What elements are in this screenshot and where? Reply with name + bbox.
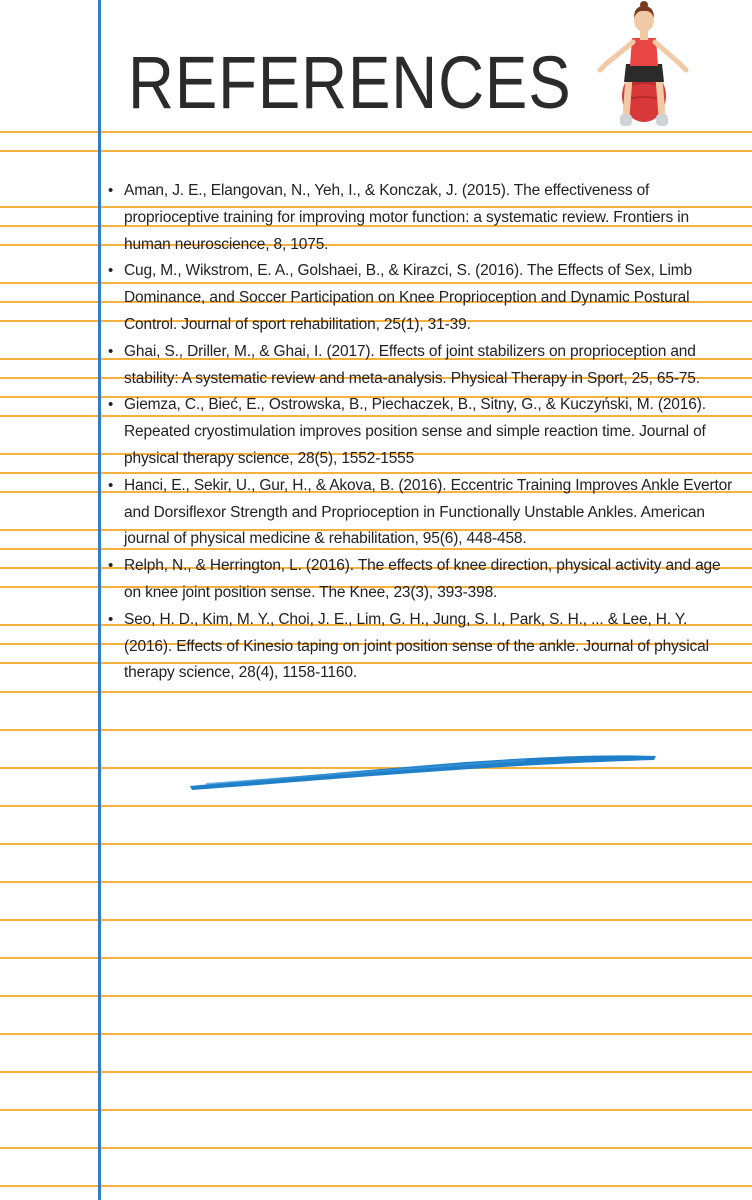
reference-item: • Ghai, S., Driller, M., & Ghai, I. (2017). Effects of joint stabilizers on proprioception and stability: A systematic review and meta-analysis. Physical Therapy in Sport, 25, 65-75. bbox=[108, 342, 700, 387]
blue-brush-stroke bbox=[186, 748, 660, 794]
reference-text: Cug, M., Wikstrom, E. A., Golshaei, B., & Kirazci, S. (2016). The Effects of Sex, Limb Dominance, and Soccer Participation on Knee Proprioception and Dynamic Postural Control. Journal of sport rehabilitation, 25(1), 31-39. bbox=[124, 262, 692, 333]
reference-list bbox=[104, 178, 734, 687]
reference-item: • Hanci, E., Sekir, U., Gur, H., & Akova, B. (2016). Eccentric Training Improves Ankle Evertor and Dorsiflexor Strength and Proprioception in Functionally Unstable Ankles. American journal of physical medicine & rehabilitation, 95(6), 448-458. bbox=[108, 476, 733, 548]
reference-item: • Aman, J. E., Elangovan, N., Yeh, I., & Konczak, J. (2015). The effectiveness of proprioceptive training for improving motor function: a systematic review. Frontiers in human neuroscience, 8, 1075. bbox=[108, 182, 689, 253]
notebook-margin-line bbox=[98, 0, 101, 1200]
reference-text: Hanci, E., Sekir, U., Gur, H., & Akova, B. (2016). Eccentric Training Improves Ankle Evertor and Dorsiflexor Strength and Proprioception in Functionally Unstable Ankles. American journal of physical medicine & rehabilitation, 95(6), 448-458. bbox=[124, 476, 733, 548]
reference-item: • Giemza, C., Bieć, E., Ostrowska, B., Piechaczek, B., Sitny, G., & Kuczyński, M. (2016). Repeated cryostimulation improves position sense and simple reaction time. Journal of physical therapy science, 28(5), 1552-1555 bbox=[108, 396, 706, 467]
reference-text: Aman, J. E., Elangovan, N., Yeh, I., & Konczak, J. (2015). The effectiveness of proprioceptive training for improving motor function: a systematic review. Frontiers in human neuroscience, 8, 1075. bbox=[124, 182, 689, 253]
woman-on-exercise-ball-icon bbox=[596, 0, 692, 132]
reference-text: Giemza, C., Bieć, E., Ostrowska, B., Piechaczek, B., Sitny, G., & Kuczyński, M. (2016). Repeated cryostimulation improves position sense and simple reaction time. Journal of physical therapy science, 28(5), 1552-1555 bbox=[124, 396, 706, 467]
reference-text: Relph, N., & Herrington, L. (2016). The effects of knee direction, physical activity and age on knee joint position sense. The Knee, 23(3), 393-398. bbox=[124, 557, 721, 601]
page-title: REFERENCES bbox=[128, 41, 572, 124]
reference-item: • Seo, H. D., Kim, M. Y., Choi, J. E., Lim, G. H., Jung, S. I., Park, S. H., ... & Lee, H. Y. (2016). Effects of Kinesio taping on joint position sense of the ankle. Journal of physical therapy science, 28(4), 1158-1160. bbox=[108, 610, 709, 682]
reference-text: Ghai, S., Driller, M., & Ghai, I. (2017). Effects of joint stabilizers on proprioception and stability: A systematic review and meta-analysis. Physical Therapy in Sport, 25, 65-75. bbox=[124, 342, 700, 387]
reference-text: Seo, H. D., Kim, M. Y., Choi, J. E., Lim, G. H., Jung, S. I., Park, S. H., ... & Lee, H. Y. (2016). Effects of Kinesio taping on joint position sense of the ankle. Journal of physical therapy science, 28(4), 1158-1160. bbox=[124, 610, 709, 682]
reference-item: • Relph, N., & Herrington, L. (2016). The effects of knee direction, physical activity and age on knee joint position sense. The Knee, 23(3), 393-398. bbox=[108, 557, 721, 601]
reference-item: • Cug, M., Wikstrom, E. A., Golshaei, B., & Kirazci, S. (2016). The Effects of Sex, Limb Dominance, and Soccer Participation on Knee Proprioception and Dynamic Postural Control. Journal of sport rehabilitation, 25(1), 31-39. bbox=[108, 262, 692, 333]
